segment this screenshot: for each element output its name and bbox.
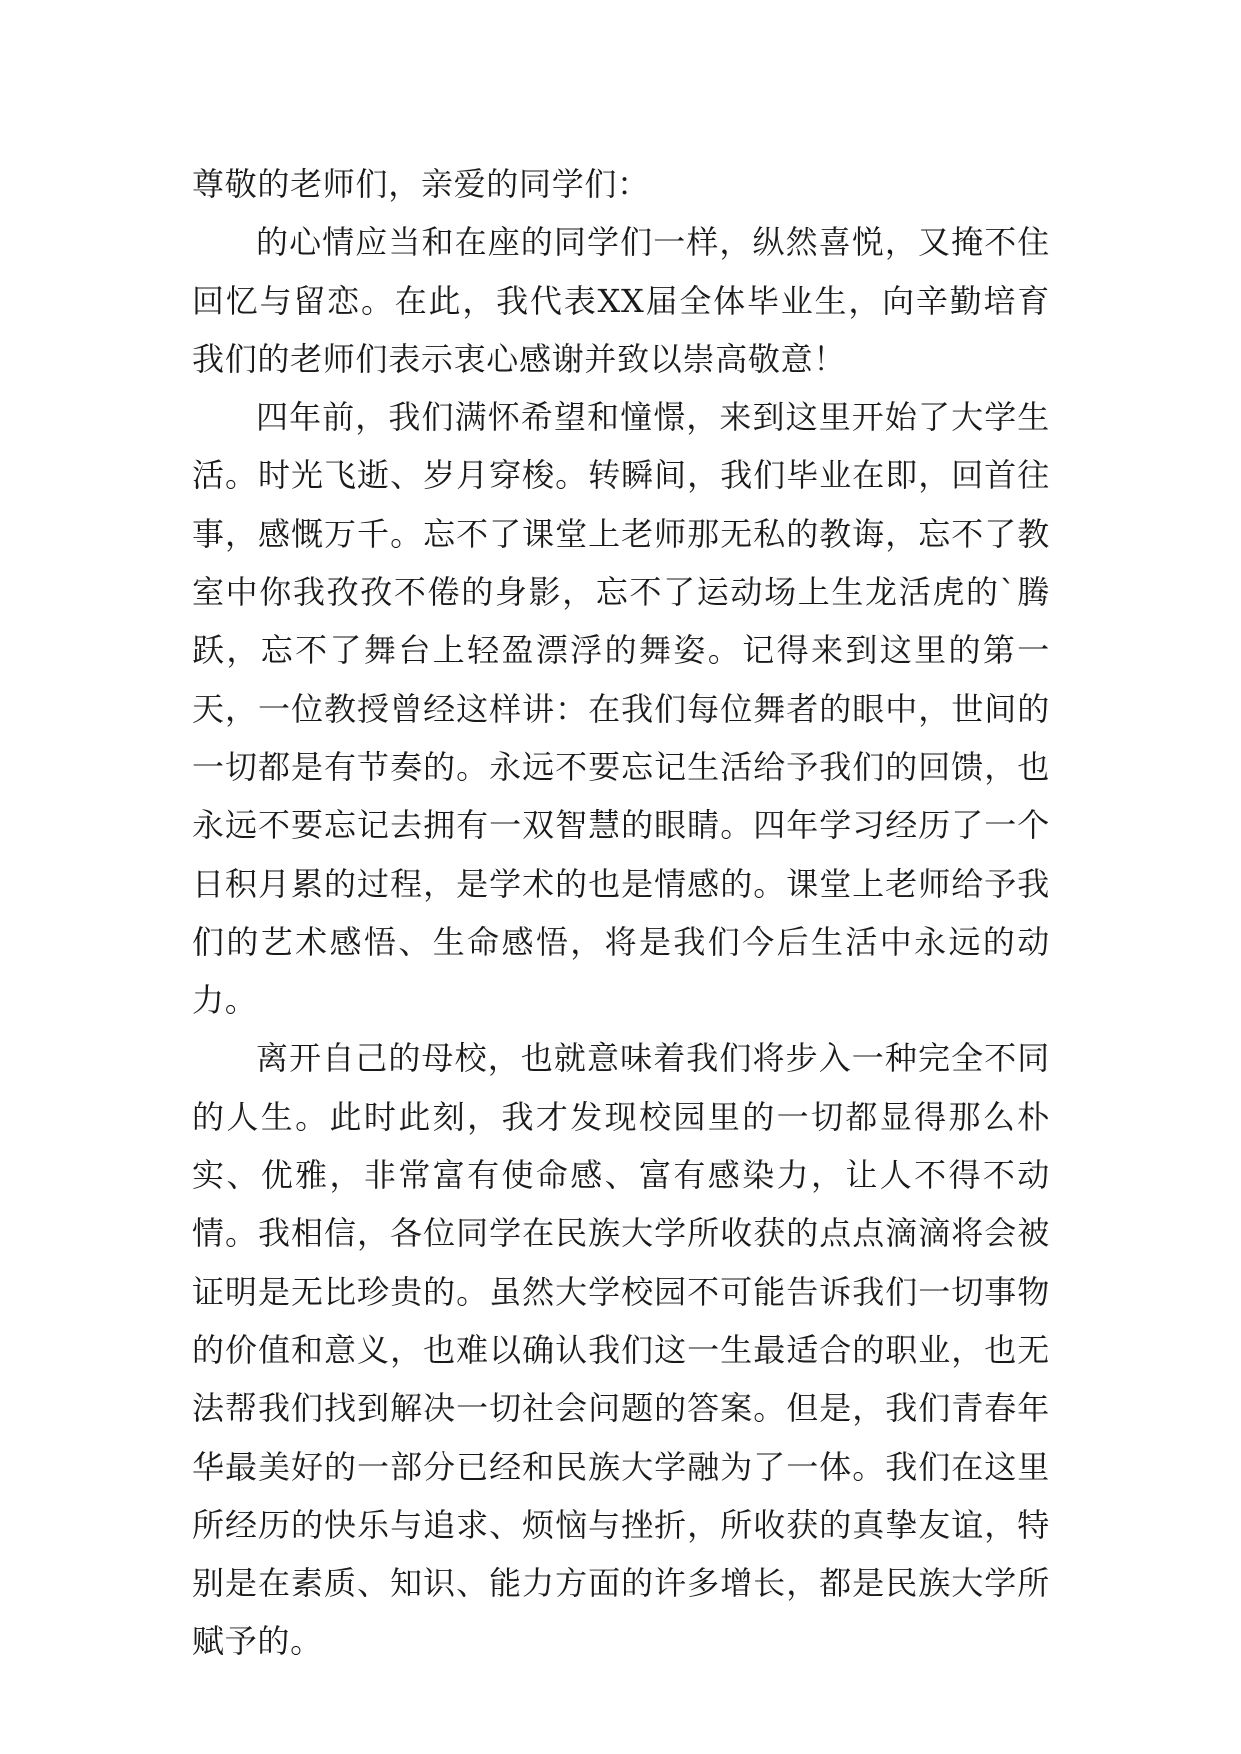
paragraph-2: 四年前，我们满怀希望和憧憬，来到这里开始了大学生活。时光飞逝、岁月穿梭。转瞬间，我们毕业在即，回首往事，感慨万千。忘不了课堂上老师那无私的教诲，忘不了教室中你我孜孜不倦的身影，忘不了运动场上生龙活虎的`腾跃，忘不了舞台上轻盈漂浮的舞姿。记得来到这里的第一天，一位教授曾经这样讲：在我们每位舞者的眼中，世间的一切都是有节奏的。永远不要忘记生活给予我们的回馈，也永远不要忘记去拥有一双智慧的眼睛。四年学习经历了一个日积月累的过程，是学术的也是情感的。课堂上老师给予我们的艺术感悟、生命感悟，将是我们今后生活中永远的动力。 (192, 398, 1050, 1020)
paragraph-3: 离开自己的母校，也就意味着我们将步入一种完全不同的人生。此时此刻，我才发现校园里的一切都显得那么朴实、优雅，非常富有使命感、富有感染力，让人不得不动情。我相信，各位同学在民族大学所收获的点点滴滴将会被证明是无比珍贵的。虽然大学校园不可能告诉我们一切事物的价值和意义，也难以确认我们这一生最适合的职业，也无法帮我们找到解决一切社会问题的答案。但是，我们青春年华最美好的一部分已经和民族大学融为了一体。我们在这里所经历的快乐与追求、烦恼与挫折，所收获的真挚友谊，特别是在素质、知识、能力方面的许多增长，都是民族大学所赋予的。 (192, 1039, 1050, 1661)
salutation: 尊敬的老师们，亲爱的同学们： (192, 165, 650, 203)
paragraph-1: 的心情应当和在座的同学们一样，纵然喜悦，又掩不住回忆与留恋。在此，我代表XX届全体毕业生，向辛勤培育我们的老师们表示衷心感谢并致以崇高敬意！ (192, 223, 1050, 378)
